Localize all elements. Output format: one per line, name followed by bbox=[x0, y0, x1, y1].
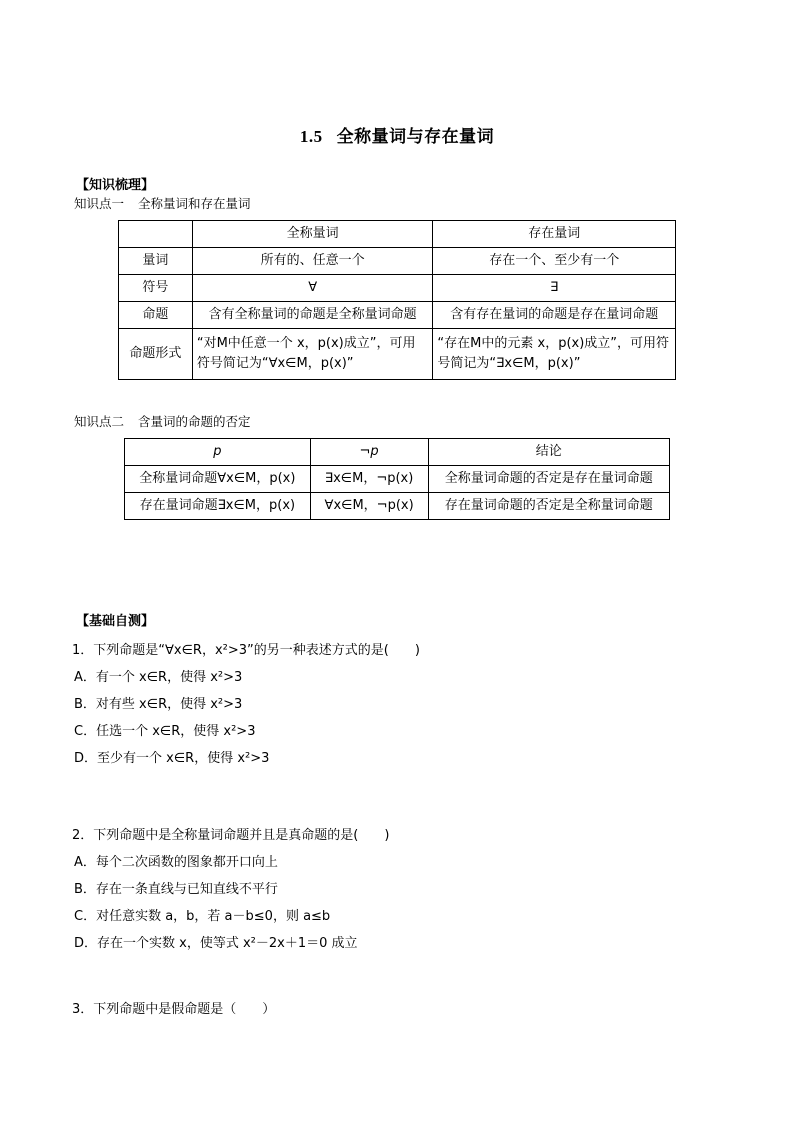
table-header-cell: p bbox=[125, 439, 311, 466]
table-row bbox=[119, 329, 676, 380]
table-cell: ∃x∈M，¬p(x) bbox=[310, 466, 428, 493]
table-header-cell: ¬p bbox=[310, 439, 428, 466]
table-header-cell: 结论 bbox=[428, 439, 669, 466]
table-row bbox=[119, 275, 676, 302]
table-cell: 存在量词命题∃x∈M，p(x) bbox=[125, 493, 311, 520]
table-cell: 全称量词命题的否定是存在量词命题 bbox=[428, 466, 669, 493]
table-cell: “对M中任意一个 x，p(x)成立”，可用符号简记为“∀x∈M，p(x)” bbox=[192, 329, 433, 380]
table-cell: “存在M中的元素 x，p(x)成立”，可用符号简记为“∃x∈M，p(x)” bbox=[433, 329, 676, 380]
quantifier-table bbox=[118, 220, 676, 380]
question-1-option-b: B．对有些 x∈R，使得 x²>3 bbox=[74, 697, 243, 712]
table-cell: ∃ bbox=[433, 275, 676, 302]
question-1-option-d: D．至少有一个 x∈R，使得 x²>3 bbox=[74, 751, 270, 766]
table-row bbox=[119, 302, 676, 329]
question-1-stem: 1．下列命题是“∀x∈R，x²>3”的另一种表述方式的是( ) bbox=[72, 643, 420, 658]
table-header-row bbox=[119, 221, 676, 248]
table-cell: 存在一个、至少有一个 bbox=[433, 248, 676, 275]
question-3-stem: 3．下列命题中是假命题是（ ） bbox=[72, 1002, 276, 1017]
point2-heading bbox=[74, 412, 251, 430]
table-cell: ∀ bbox=[192, 275, 433, 302]
table-cell: 含有全称量词的命题是全称量词命题 bbox=[192, 302, 433, 329]
knowledge-heading: 【知识梳理】 bbox=[76, 178, 155, 193]
question-1-option-c: C．任选一个 x∈R，使得 x²>3 bbox=[74, 724, 256, 739]
point1-heading bbox=[74, 194, 251, 212]
table-header-cell bbox=[119, 221, 193, 248]
table-header-cell: 全称量词 bbox=[192, 221, 433, 248]
page-title bbox=[0, 122, 794, 147]
table-row bbox=[119, 248, 676, 275]
question-2-option-a: A．每个二次函数的图象都开口向上 bbox=[74, 855, 278, 870]
title-text: 全称量词与存在量词 bbox=[336, 127, 495, 147]
table-cell: 命题 bbox=[119, 302, 193, 329]
question-2-option-d: D．存在一个实数 x，使等式 x²－2x＋1＝0 成立 bbox=[74, 936, 358, 951]
table-cell: 全称量词命题∀x∈M，p(x) bbox=[125, 466, 311, 493]
point2-label: 知识点二 bbox=[74, 414, 125, 429]
point1-label: 知识点一 bbox=[74, 196, 125, 211]
question-2-option-c: C．对任意实数 a，b，若 a－b≤0，则 a≤b bbox=[74, 909, 331, 924]
table-row bbox=[125, 466, 670, 493]
point1-text: 全称量词和存在量词 bbox=[138, 196, 251, 211]
negation-table bbox=[124, 438, 670, 520]
table-header-cell: 存在量词 bbox=[433, 221, 676, 248]
table-cell: 符号 bbox=[119, 275, 193, 302]
table-cell: 含有存在量词的命题是存在量词命题 bbox=[433, 302, 676, 329]
table-cell: 量词 bbox=[119, 248, 193, 275]
section-number: 1.5 bbox=[299, 127, 323, 146]
point2-text: 含量词的命题的否定 bbox=[138, 414, 251, 429]
table-header-row bbox=[125, 439, 670, 466]
table-cell: 命题形式 bbox=[119, 329, 193, 380]
table-cell: 所有的、任意一个 bbox=[192, 248, 433, 275]
question-2-option-b: B．存在一条直线与已知直线不平行 bbox=[74, 882, 278, 897]
table-cell: ∀x∈M，¬p(x) bbox=[310, 493, 428, 520]
table-row bbox=[125, 493, 670, 520]
question-1-option-a: A．有一个 x∈R，使得 x²>3 bbox=[74, 670, 243, 685]
selftest-heading: 【基础自测】 bbox=[76, 614, 155, 629]
table-cell: 存在量词命题的否定是全称量词命题 bbox=[428, 493, 669, 520]
question-2-stem: 2．下列命题中是全称量词命题并且是真命题的是( ) bbox=[72, 828, 390, 843]
